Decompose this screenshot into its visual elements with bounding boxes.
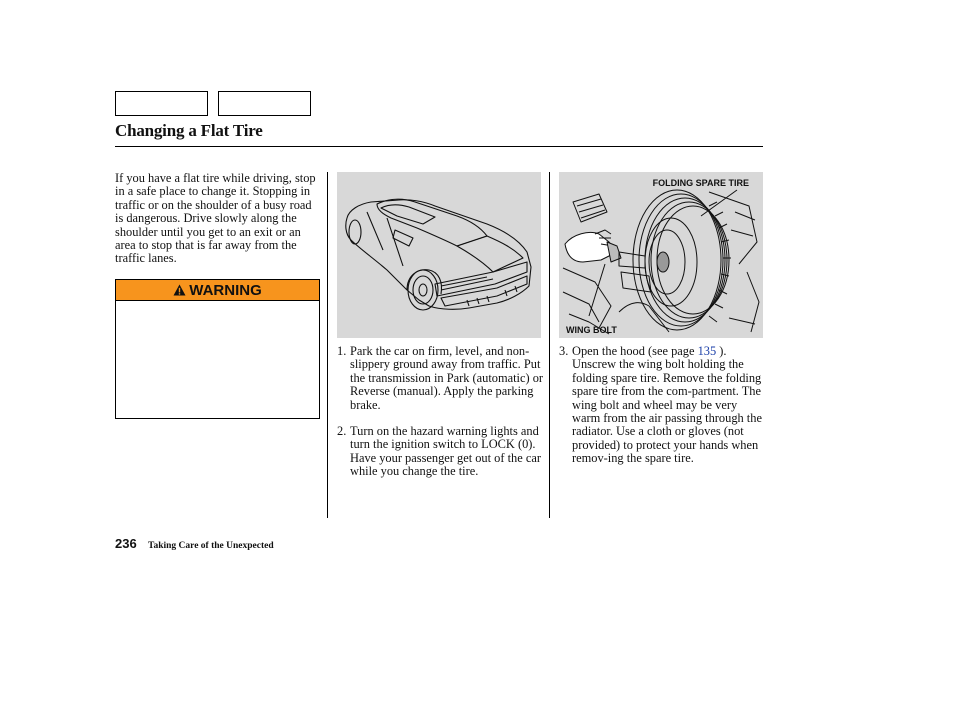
- step-text: Turn on the hazard warning lights and turn the ignition switch to LOCK (0). Have your passenger get out of the car while you change the tire.: [350, 424, 541, 479]
- step-number: 1.: [337, 344, 347, 358]
- title-divider: [115, 146, 763, 147]
- warning-box: [115, 279, 320, 419]
- step-2: [337, 425, 545, 479]
- page-number: 236: [115, 536, 137, 551]
- engine-compartment-drawing: [559, 172, 763, 338]
- step-3: [559, 345, 765, 466]
- step-number: 2.: [337, 424, 347, 438]
- page-reference-link[interactable]: 135: [697, 344, 717, 358]
- car-drawing: [337, 172, 541, 338]
- column-divider-1: [327, 172, 328, 518]
- spare-tire-illustration: [559, 172, 763, 338]
- step-text: [559, 345, 765, 466]
- column-divider-2: [549, 172, 550, 518]
- nav-tab-box-1[interactable]: [115, 91, 208, 116]
- wing-bolt-label: WING BOLT: [566, 325, 617, 335]
- step-number: 3.: [559, 344, 569, 358]
- step-text-after: ). Unscrew the wing bolt holding the folding spare tire. Remove the folding spare tire from the com-partment. The wing bolt and wheel may be very warm from the air passing through the radiator. Use a cloth or gloves (not provided) to protect your hands when remov-ing the spare tire.: [572, 344, 762, 466]
- step-text-before: Open the hood (see page: [572, 344, 698, 358]
- car-illustration: [337, 172, 541, 338]
- footer-section-title: Taking Care of the Unexpected: [148, 541, 274, 551]
- warning-label: WARNING: [189, 281, 262, 299]
- intro-paragraph: If you have a flat tire while driving, stop in a safe place to change it. Stopping in traffic or on the shoulder of a busy road is dangerous. Drive slowly along the shoulder until you get to an exit or an area to stop that is far away from the traffic lanes.: [115, 171, 316, 266]
- warning-triangle-icon: [173, 284, 186, 296]
- folding-spare-tire-label: FOLDING SPARE TIRE: [652, 178, 749, 188]
- step-text: Park the car on firm, level, and non-slippery ground away from traffic. Put the transmission in Park (automatic) or Reverse (manual). Apply the parking brake.: [350, 344, 544, 412]
- warning-header: [116, 280, 319, 301]
- page-title: Changing a Flat Tire: [115, 121, 263, 140]
- nav-tab-box-2[interactable]: [218, 91, 311, 116]
- step-1: [337, 345, 545, 412]
